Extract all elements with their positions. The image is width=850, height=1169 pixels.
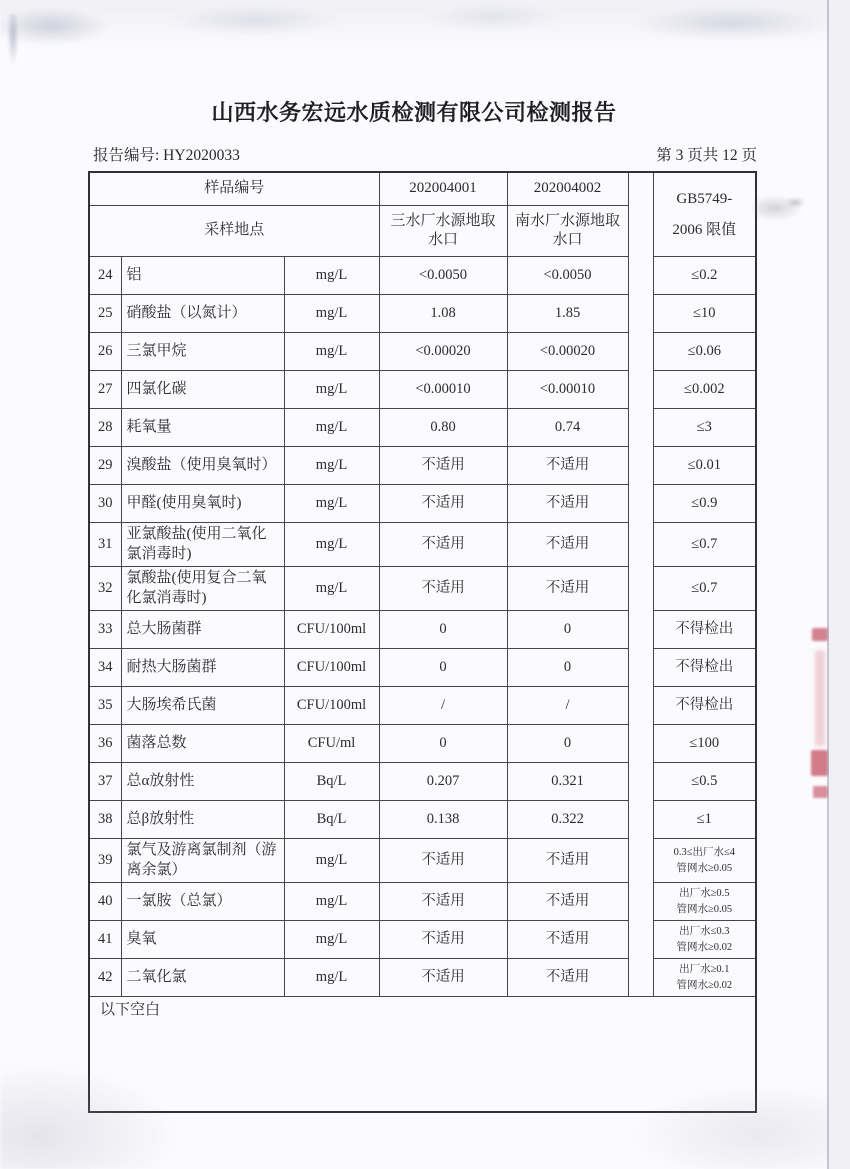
- sample2-value: <0.00010: [507, 371, 628, 409]
- table-row: [89, 801, 756, 839]
- sample1-value: /: [379, 687, 507, 725]
- unit: mg/L: [284, 523, 379, 567]
- sample1-value: 不适用: [379, 447, 507, 485]
- report-meta-row: [93, 143, 757, 165]
- limit-value: ≤0.9: [653, 485, 756, 523]
- table-row: [89, 567, 756, 611]
- table-row: [89, 763, 756, 801]
- parameter-name: 铝: [121, 257, 284, 295]
- table-row: [89, 687, 756, 725]
- row-number: 29: [89, 447, 121, 485]
- sample2-value: 不适用: [507, 883, 628, 921]
- sample1-value: 0: [379, 649, 507, 687]
- row-number: 24: [89, 257, 121, 295]
- parameter-name: 总β放射性: [121, 801, 284, 839]
- limit-value: [653, 959, 756, 997]
- table-row: [89, 485, 756, 523]
- parameter-name: 氯气及游离氯制剂（游离余氯）: [121, 839, 284, 883]
- row-number: 39: [89, 839, 121, 883]
- table-row: [89, 725, 756, 763]
- row-number: 30: [89, 485, 121, 523]
- sample2-value: 不适用: [507, 447, 628, 485]
- table-row: [89, 409, 756, 447]
- unit: Bq/L: [284, 763, 379, 801]
- parameter-name: 耗氧量: [121, 409, 284, 447]
- limit-value: ≤10: [653, 295, 756, 333]
- header-row-sample-id: [89, 172, 756, 206]
- limit-value: ≤0.5: [653, 763, 756, 801]
- sample2-value: 0.321: [507, 763, 628, 801]
- row-number: 32: [89, 567, 121, 611]
- table-row: [89, 611, 756, 649]
- unit: CFU/ml: [284, 725, 379, 763]
- limit-value: [653, 883, 756, 921]
- limit-value: [653, 839, 756, 883]
- row-number: 41: [89, 921, 121, 959]
- sample1-value: <0.00020: [379, 333, 507, 371]
- unit: mg/L: [284, 447, 379, 485]
- unit: CFU/100ml: [284, 611, 379, 649]
- limit-value: ≤100: [653, 725, 756, 763]
- unit: mg/L: [284, 839, 379, 883]
- sample2-value: /: [507, 687, 628, 725]
- limit-line1: 出厂水≥0.5: [679, 888, 730, 900]
- limit-value: ≤0.01: [653, 447, 756, 485]
- parameter-name: 溴酸盐（使用臭氧时）: [121, 447, 284, 485]
- sample1-value: 不适用: [379, 921, 507, 959]
- row-number: 25: [89, 295, 121, 333]
- limit-value: 不得检出: [653, 687, 756, 725]
- limit-value: ≤0.2: [653, 257, 756, 295]
- row-number: 26: [89, 333, 121, 371]
- sample2-value: 0.74: [507, 409, 628, 447]
- row-number: 35: [89, 687, 121, 725]
- parameter-name: 总大肠菌群: [121, 611, 284, 649]
- sample1-value: 0.80: [379, 409, 507, 447]
- report-title: 山西水务宏远水质检测有限公司检测报告: [211, 100, 617, 125]
- sample1-value: 0.207: [379, 763, 507, 801]
- limit-line2: 管网水≥0.02: [676, 979, 733, 991]
- table-row: [89, 649, 756, 687]
- sample1-value: 0: [379, 725, 507, 763]
- limit-value: ≤0.7: [653, 567, 756, 611]
- limit-line1: 0.3≤出厂水≤4: [673, 847, 735, 859]
- seal-mark: [811, 750, 828, 776]
- sample1-value: 0: [379, 611, 507, 649]
- sample2-value: 不适用: [507, 567, 628, 611]
- limit-line2: 管网水≥0.05: [676, 903, 733, 915]
- row-number: 34: [89, 649, 121, 687]
- parameter-name: 氯酸盐(使用复合二氧化氯消毒时): [121, 567, 284, 611]
- sample2-value: 0: [507, 611, 628, 649]
- sample1-value: 1.08: [379, 295, 507, 333]
- sample2-value: 0.322: [507, 801, 628, 839]
- limit-line2: 管网水≥0.05: [676, 862, 733, 874]
- unit: CFU/100ml: [284, 687, 379, 725]
- sample-id-2: 202004002: [507, 172, 628, 206]
- sample1-value: 不适用: [379, 883, 507, 921]
- parameter-name: 一氯胺（总氯）: [121, 883, 284, 921]
- spacer-column: [628, 172, 653, 997]
- sample-id-label: 样品编号: [89, 172, 379, 206]
- unit: mg/L: [284, 921, 379, 959]
- table-row: [89, 295, 756, 333]
- unit: mg/L: [284, 567, 379, 611]
- sample2-value: 不适用: [507, 839, 628, 883]
- parameter-name: 耐热大肠菌群: [121, 649, 284, 687]
- row-number: 37: [89, 763, 121, 801]
- row-number: 38: [89, 801, 121, 839]
- parameter-name: 三氯甲烷: [121, 333, 284, 371]
- blank-footer-row: [89, 997, 756, 1113]
- limit-value: ≤3: [653, 409, 756, 447]
- unit: mg/L: [284, 371, 379, 409]
- sample2-value: 0: [507, 725, 628, 763]
- row-number: 40: [89, 883, 121, 921]
- limit-value: ≤1: [653, 801, 756, 839]
- table-row: [89, 839, 756, 883]
- limit-value: [653, 921, 756, 959]
- unit: mg/L: [284, 883, 379, 921]
- unit: CFU/100ml: [284, 649, 379, 687]
- unit: mg/L: [284, 409, 379, 447]
- location-2: 南水厂水源地取水口: [507, 206, 628, 257]
- sample1-value: 不适用: [379, 839, 507, 883]
- table-row: [89, 447, 756, 485]
- page-edge-shade: [829, 0, 850, 1169]
- location-label: 采样地点: [89, 206, 379, 257]
- seal-mark: [815, 650, 825, 746]
- page-indicator: 第 3 页共 12 页: [656, 147, 757, 164]
- row-number: 42: [89, 959, 121, 997]
- location-1: 三水厂水源地取水口: [379, 206, 507, 257]
- parameter-name: 甲醛(使用臭氧时): [121, 485, 284, 523]
- sample1-value: 不适用: [379, 567, 507, 611]
- limit-value: 不得检出: [653, 611, 756, 649]
- unit: mg/L: [284, 333, 379, 371]
- table-row: [89, 959, 756, 997]
- sample1-value: 不适用: [379, 959, 507, 997]
- row-number: 28: [89, 409, 121, 447]
- unit: mg/L: [284, 295, 379, 333]
- sample1-value: <0.00010: [379, 371, 507, 409]
- parameter-name: 总α放射性: [121, 763, 284, 801]
- sample1-value: 不适用: [379, 523, 507, 567]
- sample2-value: <0.0050: [507, 257, 628, 295]
- sample1-value: 0.138: [379, 801, 507, 839]
- unit: mg/L: [284, 485, 379, 523]
- page-edge-line: [827, 0, 829, 1169]
- seal-mark: [812, 628, 828, 641]
- table-row: [89, 257, 756, 295]
- limit-header-line1: GB5749-: [676, 191, 733, 207]
- scan-smudge: [754, 194, 806, 222]
- table-row: [89, 333, 756, 371]
- sample2-value: 不适用: [507, 959, 628, 997]
- sample2-value: 不适用: [507, 485, 628, 523]
- water-quality-results-table: [88, 171, 757, 1113]
- sample1-value: <0.0050: [379, 257, 507, 295]
- unit: mg/L: [284, 257, 379, 295]
- limit-value: ≤0.002: [653, 371, 756, 409]
- seal-mark: [813, 786, 828, 798]
- scan-noise-band: [0, 0, 850, 58]
- table-row: [89, 523, 756, 567]
- row-number: 27: [89, 371, 121, 409]
- sample2-value: 不适用: [507, 523, 628, 567]
- row-number: 36: [89, 725, 121, 763]
- sample1-value: 不适用: [379, 485, 507, 523]
- parameter-name: 硝酸盐（以氮计）: [121, 295, 284, 333]
- parameter-name: 大肠埃希氏菌: [121, 687, 284, 725]
- parameter-name: 亚氯酸盐(使用二氧化氯消毒时): [121, 523, 284, 567]
- blank-note: 以下空白: [89, 997, 756, 1113]
- row-number: 33: [89, 611, 121, 649]
- limit-value: ≤0.7: [653, 523, 756, 567]
- limit-line1: 出厂水≤0.3: [679, 926, 730, 938]
- red-seal-fragment: [806, 628, 834, 803]
- sample2-value: 不适用: [507, 921, 628, 959]
- parameter-name: 四氯化碳: [121, 371, 284, 409]
- sample2-value: <0.00020: [507, 333, 628, 371]
- table-row: [89, 883, 756, 921]
- parameter-name: 菌落总数: [121, 725, 284, 763]
- sample2-value: 1.85: [507, 295, 628, 333]
- table-row: [89, 371, 756, 409]
- scan-streak: [7, 14, 19, 66]
- sample-id-1: 202004001: [379, 172, 507, 206]
- sample2-value: 0: [507, 649, 628, 687]
- report-number: 报告编号: HY2020033: [93, 147, 240, 164]
- unit: Bq/L: [284, 801, 379, 839]
- limit-value: ≤0.06: [653, 333, 756, 371]
- limit-line1: 出厂水≥0.1: [679, 964, 730, 976]
- table-row: [89, 921, 756, 959]
- limit-line2: 管网水≥0.02: [676, 941, 733, 953]
- limit-value: 不得检出: [653, 649, 756, 687]
- limit-column-header: [653, 172, 756, 257]
- parameter-name: 臭氧: [121, 921, 284, 959]
- row-number: 31: [89, 523, 121, 567]
- unit: mg/L: [284, 959, 379, 997]
- parameter-name: 二氧化氯: [121, 959, 284, 997]
- limit-header-line2: 2006 限值: [672, 221, 737, 238]
